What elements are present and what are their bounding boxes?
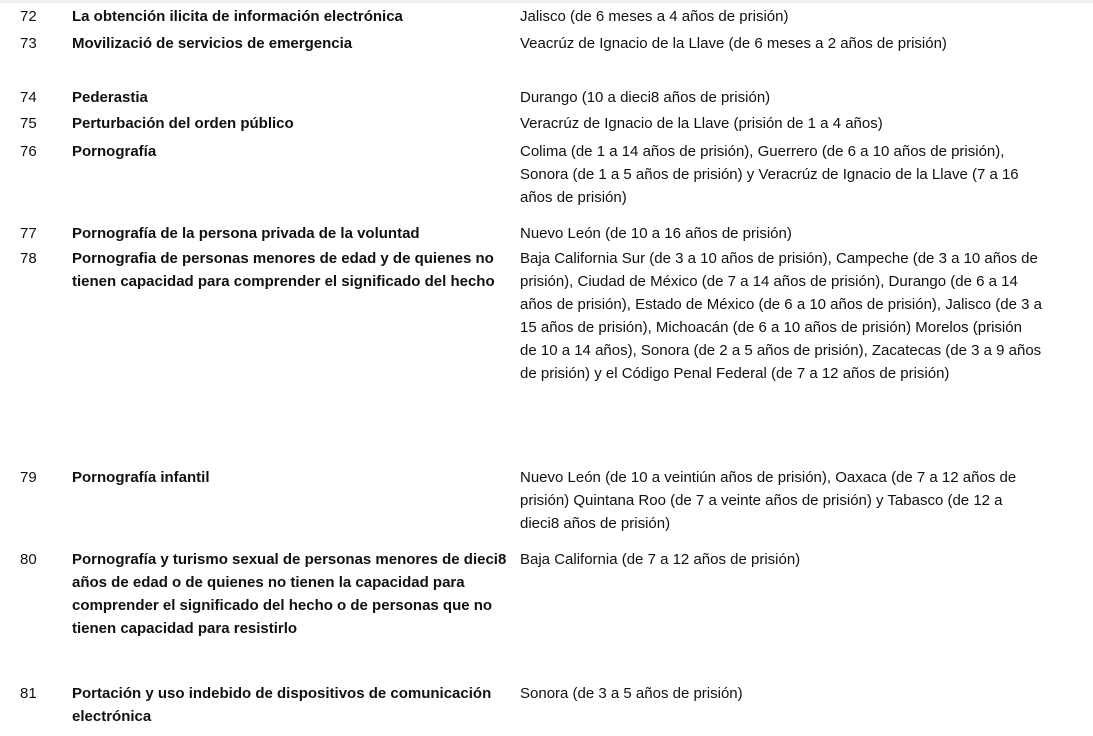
row-number: 80 [20, 551, 37, 568]
row-number: 79 [20, 469, 37, 486]
penalty-text: Baja California (de 7 a 12 años de prisión) [520, 551, 801, 568]
offense-name: La obtención ilicita de información electrónica [72, 8, 403, 25]
offense-name: Pornografía y turismo sexual de personas menores de dieci8 años de edad o de quienes no tienen la capacidad para comprender el significado del hecho o de personas que no tienen capacidad para resistirlo [72, 551, 507, 637]
offense-name: Movilizació de servicios de emergencia [72, 35, 353, 52]
penalty-text: Veracrúz de Ignacio de la Llave (prisión de 1 a 4 años) [520, 115, 883, 132]
penalty-text: Nuevo León (de 10 a 16 años de prisión) [520, 225, 792, 242]
offense-name: Pornografia de personas menores de edad y de quienes no tienen capacidad para comprender el significado del hecho [72, 250, 495, 290]
row-number: 81 [20, 685, 37, 702]
penalty-text: Nuevo León (de 10 a veintiún años de prisión), Oaxaca (de 7 a 12 años de prisión) Quintana Roo (de 7 a veinte años de prisión) y Tabasco (de 12 a dieci8 años de prisión) [520, 469, 1017, 532]
penalty-text: Sonora (de 3 a 5 años de prisión) [520, 685, 743, 702]
page-top-edge [0, 0, 1093, 3]
row-number: 75 [20, 115, 37, 132]
row-number: 73 [20, 35, 37, 52]
row-number: 72 [20, 8, 37, 25]
offense-name: Perturbación del orden público [72, 115, 294, 132]
penalty-text: Colima (de 1 a 14 años de prisión), Guerrero (de 6 a 10 años de prisión), Sonora (de 1 a 5 años de prisión) y Veracrúz de Ignacio de la Llave (7 a 16 años de prisión) [520, 143, 1019, 206]
row-number: 78 [20, 250, 37, 267]
offense-name: Pornografía infantil [72, 469, 210, 486]
penalty-text: Baja California Sur (de 3 a 10 años de prisión), Campeche (de 3 a 10 años de prisión), Ciudad de México (de 7 a 14 años de prisión), Durango (de 6 a 14 años de prisión), Estado de México (de 6 a 10 años de prisión), Jalisco (de 3 a 15 años de prisión), Michoacán (de 6 a 10 años de prisión) Morelos (prisión de 10 a 14 años), Sonora (de 2 a 5 años de prisión), Zacatecas (de 3 a 9 años de prisión) y el Código Penal Federal (de 7 a 12 años de prisión) [520, 250, 1042, 382]
row-number: 76 [20, 143, 37, 160]
penalty-text: Veacrúz de Ignacio de la Llave (de 6 meses a 2 años de prisión) [520, 35, 947, 52]
penalty-text: Jalisco (de 6 meses a 4 años de prisión) [520, 8, 789, 25]
penalty-text: Durango (10 a dieci8 años de prisión) [520, 89, 771, 106]
offense-name: Portación y uso indebido de dispositivos de comunicación electrónica [72, 685, 492, 725]
offense-name: Pornografía de la persona privada de la voluntad [72, 225, 420, 242]
row-number: 74 [20, 89, 37, 106]
offense-name: Pornografía [72, 143, 157, 160]
offense-name: Pederastia [72, 89, 148, 106]
row-number: 77 [20, 225, 37, 242]
